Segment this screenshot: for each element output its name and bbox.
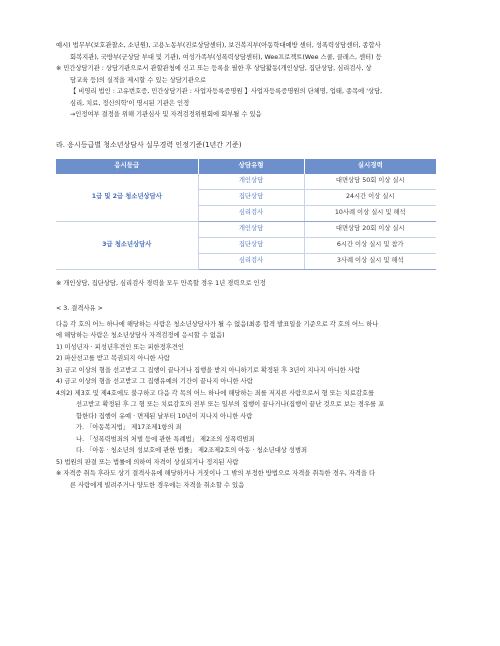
type-cell: 심리검사: [198, 253, 304, 269]
type-cell: 개인상담: [198, 221, 304, 237]
requirement-cell: 3사례 이상 실시 및 해석: [304, 253, 436, 269]
final-note-line: 른 사람에게 빌려주거나 양도한 경우에는 자격을 취소할 수 있음: [70, 481, 245, 489]
type-cell: 개인상담: [198, 174, 304, 190]
disq-item: 4) 금고 이상의 형을 선고받고 그 집행유예의 기간이 끝나지 아니한 사람: [56, 378, 253, 385]
requirement-cell: 6시간 이상 실시 및 참가: [304, 237, 436, 253]
disq-item: 3) 금고 이상의 형을 선고받고 그 집행이 끝나거나 집행을 받지 아니하기로 확정된 후 3년이 지나지 아니한 사람: [56, 366, 361, 374]
disqualification-block: [56, 319, 438, 492]
table-note: ※ 개인상담, 집단상담, 심리검사 경력을 모두 만족할 경우 1년 경력으로 인정: [56, 279, 266, 287]
intro-line: →인정여부 결정을 위해 기관심사 및 자격검정위원회에 회부될 수 있음: [70, 111, 262, 118]
disq-item-cont: 함한다) 집행이 유예 · 면제된 날부터 10년이 지나지 아니한 사람: [76, 412, 253, 420]
intro-line: ※ 민간상담기관 : 상담기관으로서 관할관청에 신고 또는 등록을 필한 후 상담활동(개인상담, 집단상담, 심리검사, 상: [56, 65, 372, 72]
disq-item: 1) 미성년자 · 피성년후견인 또는 피한정후견인: [56, 343, 184, 351]
section-title: 라. 응시등급별 청소년상담사 실무경력 인정기준(1년간 기준): [56, 140, 242, 149]
disq-subitem: 다. 「아동 · 청소년의 성보호에 관한 법률」 제2조제2호의 아동 · 청소년대상 성범죄: [76, 447, 308, 454]
disq-item: 4의2) 제3호 및 제4호에도 불구하고 다음 각 목의 어느 하나에 해당하는 죄를 저지른 사람으로서 형 또는 치료감호를: [56, 389, 375, 397]
table-header-row: [56, 159, 436, 174]
requirement-cell: 10사례 이상 실시 및 해석: [304, 205, 436, 221]
header-grade: 응시등급: [56, 159, 198, 174]
header-requirement: 실시경력: [304, 159, 436, 174]
type-cell: 집단상담: [198, 237, 304, 253]
table-row: [56, 221, 436, 237]
disq-subitem: 가. 「아동복지법」 제17조제1항의 죄: [76, 424, 182, 431]
disq-intro-line: 다음 각 호의 어느 하나에 해당하는 사람은 청소년상담사가 될 수 없음(최종 합격 발표일을 기준으로 각 호의 어느 하나: [56, 320, 379, 328]
table-row: [56, 174, 436, 190]
intro-line: 【 비영리 법인 : 고유번호증, 민간상담기관 : 사업자등록증명원 】사업자등록증명원의 단체명, 업태, 종목에 '상담,: [70, 88, 383, 95]
intro-line: 담교육 등)의 실적을 제시할 수 있는 상담기관으로: [70, 76, 207, 84]
disq-subitem: 나. 「성폭력범죄의 처벌 등에 관한 특례법」 제2조의 성폭력범죄: [76, 435, 255, 443]
experience-table: [56, 159, 436, 270]
intro-line: 회복지관), 국방부(군상담 부대 및 기관), 여성가족부(성폭력상담센터), Wee프로젝트(Wee 스쿨, 클래스, 센터) 등: [70, 53, 382, 61]
disq-intro-line: 에 해당하는 사람은 청소년상담사 자격검정에 응시할 수 없음): [56, 332, 225, 339]
intro-line: 심리, 치료, 정신의학'이 명시된 기관은 인정: [70, 99, 190, 107]
requirement-cell: 24시간 이상 실시: [304, 189, 436, 205]
header-type: 상담유형: [198, 159, 304, 174]
type-cell: 집단상담: [198, 189, 304, 205]
type-cell: 심리검사: [198, 205, 304, 221]
grade-cell: 3급 청소년상담사: [56, 221, 198, 269]
disq-item: 2) 파산선고를 받고 복권되지 아니한 사람: [56, 355, 170, 362]
grade-cell: 1급 및 2급 청소년상담사: [56, 174, 198, 222]
requirement-cell: 대면상담 20회 이상 실시: [304, 221, 436, 237]
intro-block: [56, 40, 438, 121]
disq-item: 5) 법원의 판결 또는 법률에 의하여 자격이 상실되거나 정지된 사람: [56, 458, 239, 466]
final-note-line: ※ 자격증 취득 후라도 상기 결격사유에 해당하거나 거짓이나 그 밖의 부정한 방법으로 자격을 취득한 경우, 자격을 다: [56, 470, 376, 477]
intro-line: 예시) 법무부(보호관찰소, 소년원), 고용노동부(진로상담센터), 보건복지부(아동학대예방 센터, 성폭력상담센터, 종합사: [56, 42, 381, 49]
disqualification-title: < 3. 결격사유 >: [56, 305, 103, 312]
requirement-cell: 대면상담 50회 이상 실시: [304, 174, 436, 190]
disq-item-cont: 선고받고 확정된 후 그 형 또는 치료감호의 전부 또는 일부의 집행이 끝나거나(집행이 끝난 것으로 보는 경우를 포: [76, 401, 385, 408]
